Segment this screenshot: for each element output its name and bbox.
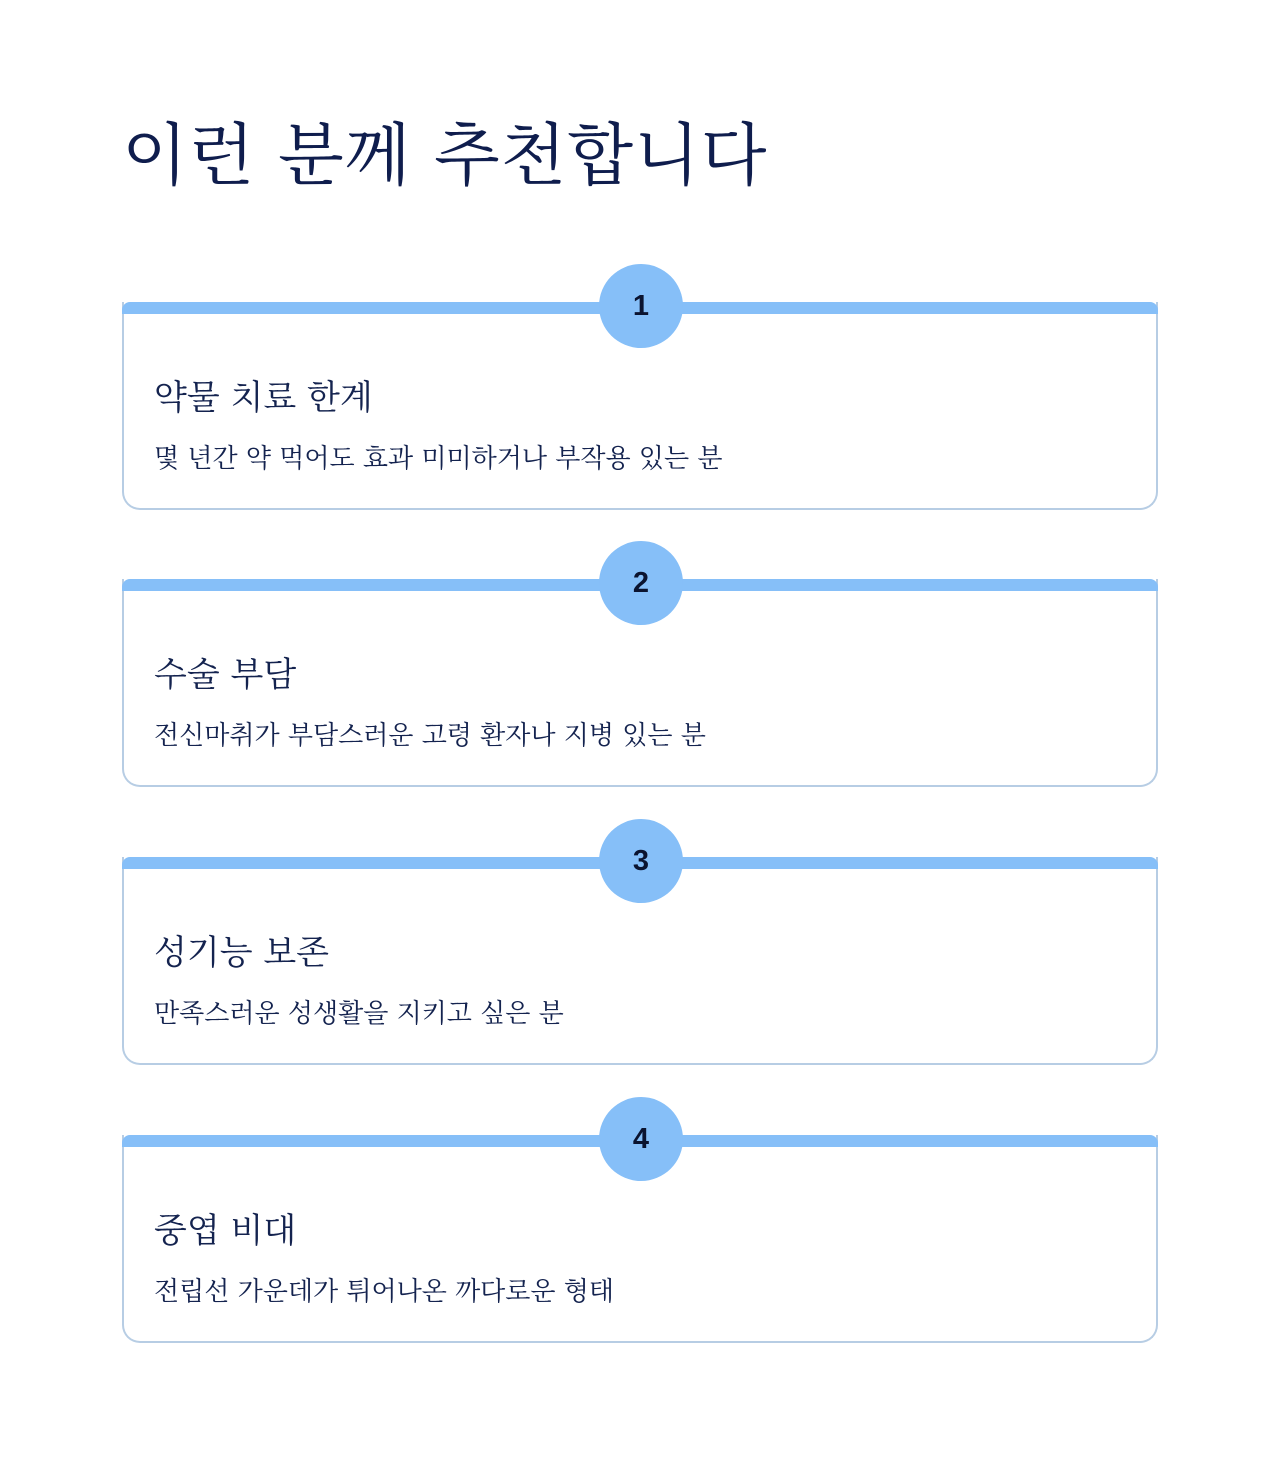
recommendation-card-2 (122, 566, 1158, 787)
number-badge: 2 (599, 541, 683, 625)
card-description: 전신마취가 부담스러운 고령 환자나 지병 있는 분 (154, 721, 706, 751)
recommendation-card-1 (122, 289, 1158, 510)
card-title: 중엽 비대 (154, 1211, 297, 1251)
page-title: 이런 분께 추천합니다 (122, 117, 768, 196)
card-description: 몇 년간 약 먹어도 효과 미미하거나 부작용 있는 분 (154, 444, 723, 474)
card-title: 약물 치료 한계 (154, 378, 373, 418)
recommendation-card-3 (122, 844, 1158, 1065)
recommendation-card-4 (122, 1122, 1158, 1343)
card-description: 만족스러운 성생활을 지키고 싶은 분 (154, 999, 564, 1029)
card-title: 수술 부담 (154, 655, 297, 695)
number-badge: 3 (599, 819, 683, 903)
number-badge: 1 (599, 264, 683, 348)
card-description: 전립선 가운데가 튀어나온 까다로운 형태 (154, 1277, 615, 1307)
number-badge: 4 (599, 1097, 683, 1181)
card-title: 성기능 보존 (154, 933, 330, 973)
